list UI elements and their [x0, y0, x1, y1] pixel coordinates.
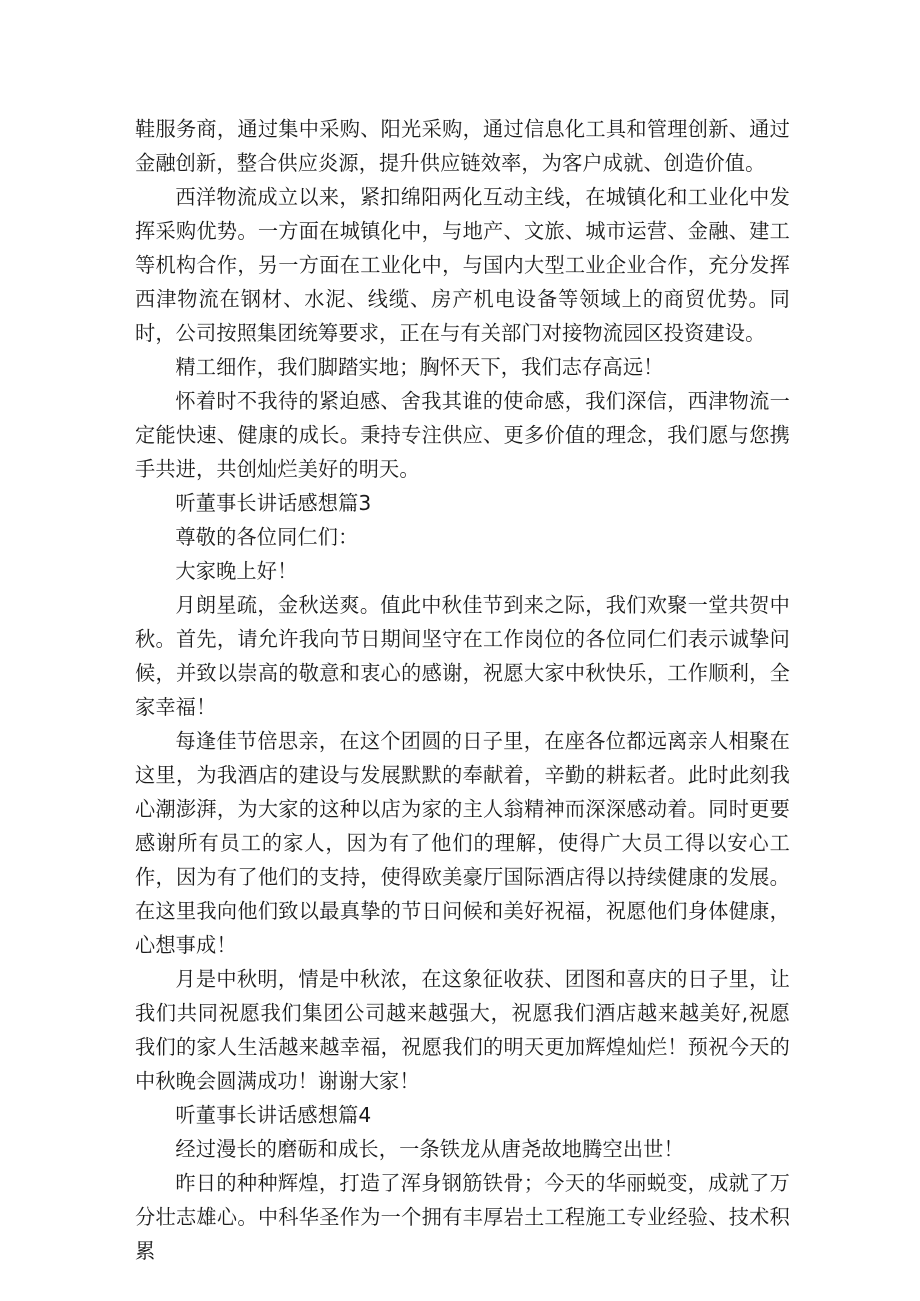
paragraph: 昨日的种种辉煌，打造了浑身钢筋铁骨；今天的华丽蜕变，成就了万分壮志雄心。中科华圣作为一个拥有丰厚岩土工程施工专业经验、技术积累 [135, 1171, 790, 1263]
paragraph: 西洋物流成立以来，紧扣绵阳两化互动主线，在城镇化和工业化中发挥采购优势。一方面在城镇化中，与地产、文旅、城市运营、金融、建工等机构合作，另一方面在工业化中，与国内大型工业企业合作，充分发挥西津物流在钢材、水泥、线缆、房产机电设备等领域上的商贸优势。同时，公司按照集团统筹要求，正在与有关部门对接物流园区投资建设。 [135, 185, 790, 345]
salutation: 尊敬的各位同仁们： [175, 525, 359, 549]
paragraph: 月是中秋明，情是中秋浓，在这象征收获、团图和喜庆的日子里，让我们共同祝愿我们集团公司越来越强大，祝愿我们酒店越来越美好,祝愿我们的家人生活越来越幸福，祝愿我们的明天更加辉煌灿烂！预祝今天的中秋晚会圆满成功！谢谢大家！ [135, 967, 790, 1093]
section-heading: 听董事长讲话感想篇4 [175, 1103, 372, 1127]
document-body [135, 112, 790, 1268]
paragraph: 月朗星疏，金秋送爽。值此中秋佳节到来之际，我们欢聚一堂共贺中秋。首先，请允许我向节日期间坚守在工作岗位的各位同仁们表示诚挚问候，并致以崇高的敬意和衷心的感谢，祝愿大家中秋快乐，工作顺利，全家幸福！ [135, 593, 790, 719]
paragraph: 怀着时不我待的紧迫感、舍我其谁的使命感，我们深信，西津物流一定能快速、健康的成长。秉持专注供应、更多价值的理念，我们愿与您携手共进，共创灿烂美好的明天。 [135, 389, 790, 481]
section-heading: 听董事长讲话感想篇3 [175, 491, 372, 515]
greeting: 大家晚上好！ [175, 559, 298, 583]
paragraph: 精工细作，我们脚踏实地；胸怀天下，我们志存高远！ [175, 355, 664, 379]
paragraph-continued: 鞋服务商，通过集中采购、阳光采购，通过信息化工具和管理创新、通过金融创新，整合供应炎源，提升供应链效率，为客户成就、创造价值。 [135, 117, 790, 175]
paragraph: 经过漫长的磨砺和成长，一条铁龙从唐尧故地腾空出世！ [175, 1137, 684, 1161]
paragraph: 每逢佳节倍思亲，在这个团圆的日子里，在座各位都远离亲人相聚在这里，为我酒店的建设与发展默默的奉献着，辛勤的耕耘者。此时此刻我心潮澎湃，为大家的这种以店为家的主人翁精神而深深感动着。同时更要感谢所有员工的家人，因为有了他们的理解，使得广大员工得以安心工作，因为有了他们的支持，使得欧美豪厅国际酒店得以持续健康的发展。在这里我向他们致以最真挚的节日问候和美好祝福，祝愿他们身体健康，心想事成！ [135, 729, 790, 957]
